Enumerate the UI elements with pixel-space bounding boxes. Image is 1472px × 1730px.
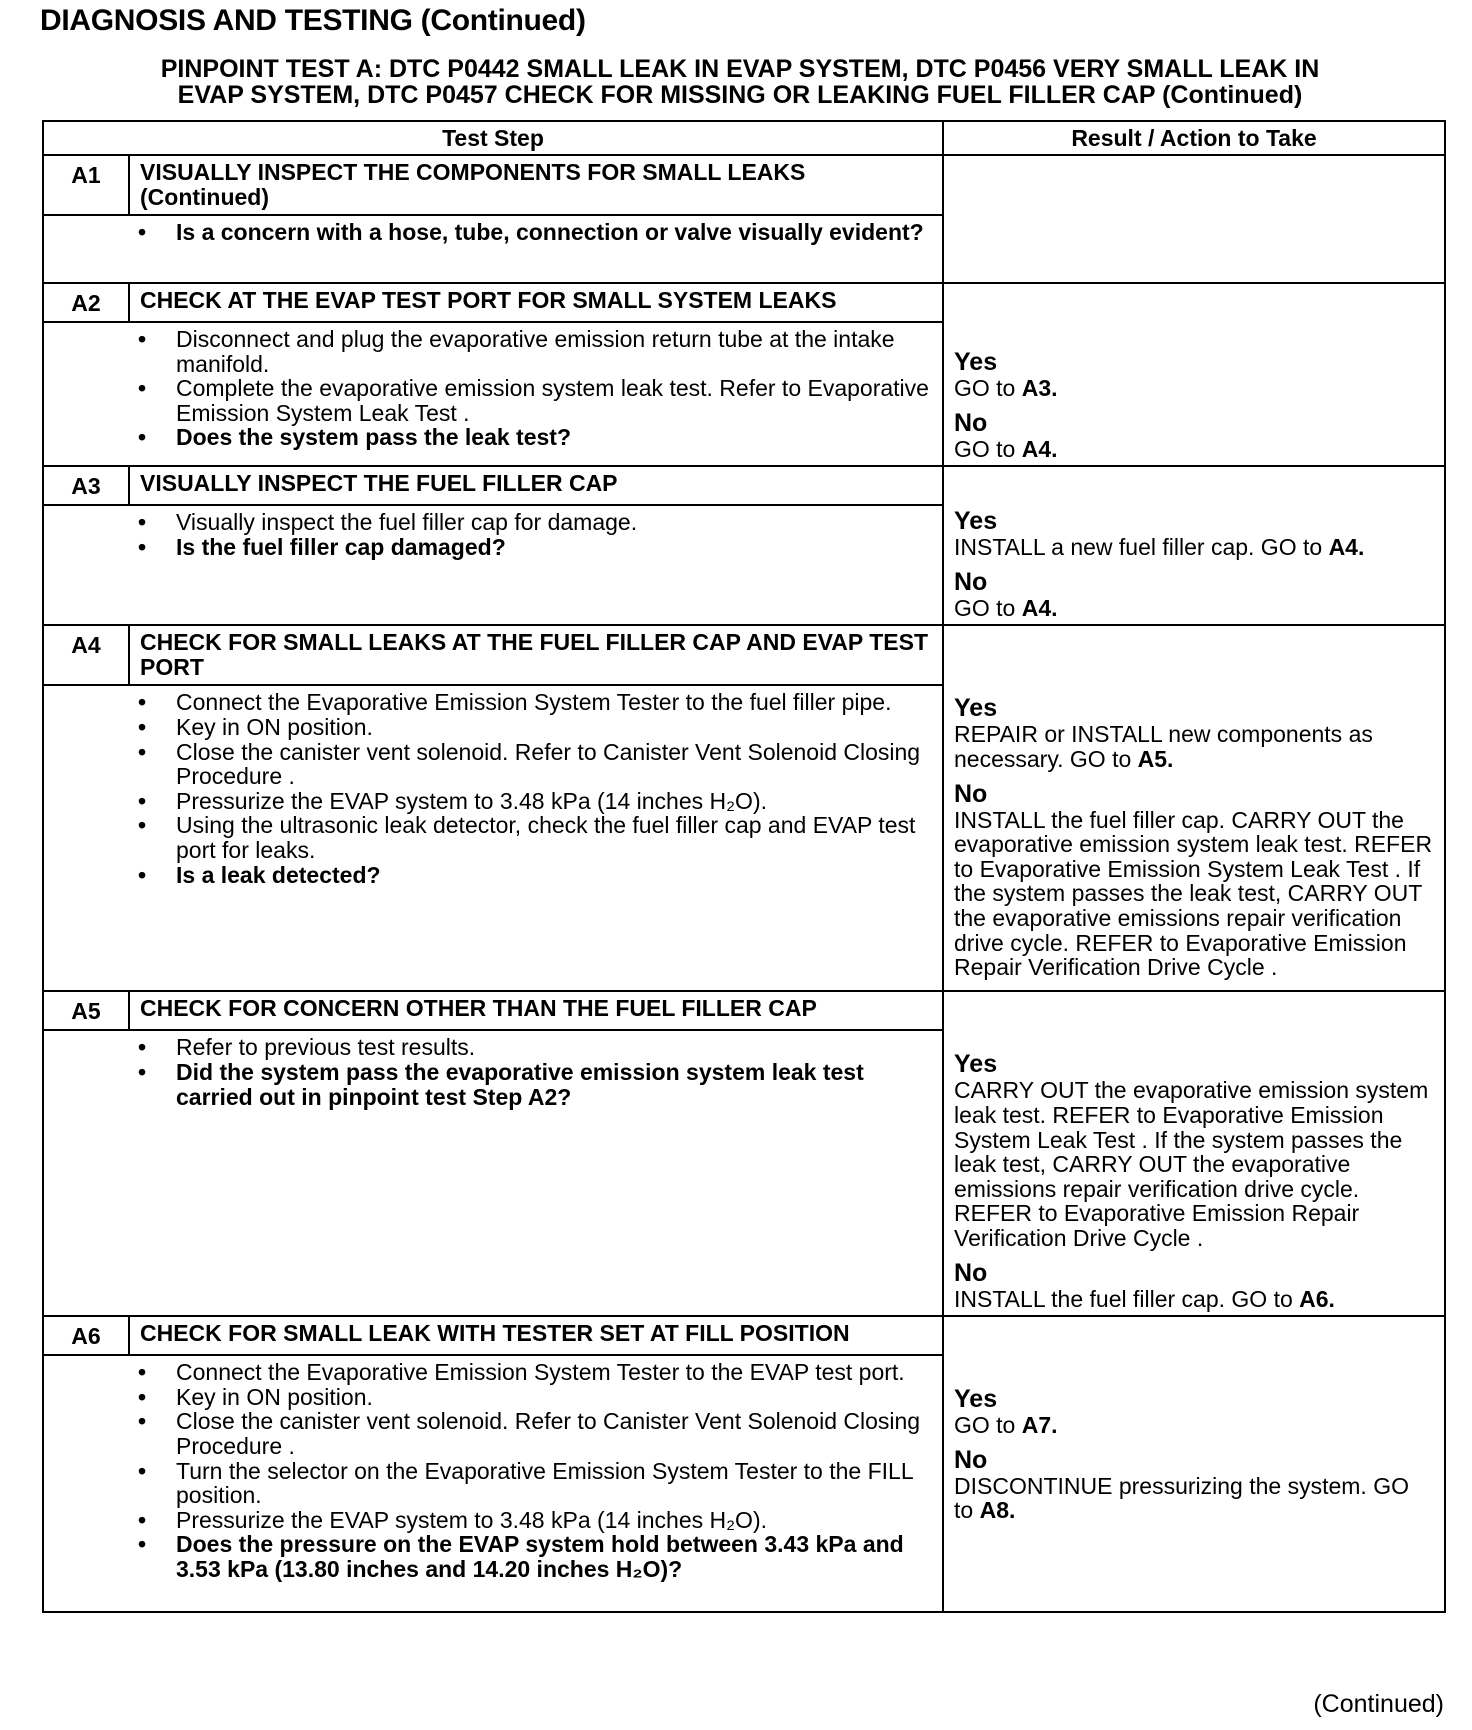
step-instruction: • Key in ON position.: [138, 715, 932, 740]
result-yes-label: Yes: [954, 1385, 998, 1414]
step-heading: VISUALLY INSPECT THE COMPONENTS FOR SMALL LEAKS (Continued): [140, 159, 806, 210]
goto-step-link: A4.: [1328, 534, 1365, 561]
step-instruction: • Visually inspect the fuel filler cap for damage.: [138, 510, 932, 535]
step-bullet-list: [138, 510, 932, 559]
step-instruction: • Did the system pass the evaporative emission system leak test carried out in pinpoint test Step A2?: [138, 1060, 932, 1109]
step-instruction: • Using the ultrasonic leak detector, check the fuel filler cap and EVAP test port for leaks.: [138, 813, 932, 862]
step-instruction: • Is the fuel filler cap damaged?: [138, 535, 932, 560]
pinpoint-test-title: [40, 56, 1440, 108]
goto-step-link: A7.: [1021, 1412, 1058, 1439]
step-header: [44, 284, 942, 323]
result-yes-label: Yes: [954, 694, 998, 723]
step-instruction: • Pressurize the EVAP system to 3.48 kPa (14 inches H₂O).: [138, 789, 932, 814]
result-yes-label: Yes: [954, 348, 998, 376]
test-step-cell: [43, 1316, 943, 1612]
step-header: [44, 992, 942, 1031]
step-bullet-list: [138, 220, 932, 245]
result-yes-action: CARRY OUT the evaporative emission system leak test. REFER to Evaporative Emission System Leak Test . If the system passes the leak test, CARRY OUT the evaporative emissions repair verification drive cycle. REFER to Evaporative Emission Repair Verification Drive Cycle .: [954, 1077, 1429, 1251]
step-heading: CHECK FOR CONCERN OTHER THAN THE FUEL FILLER CAP: [140, 995, 817, 1022]
result-no-label: No: [954, 779, 988, 808]
result-no-action: INSTALL the fuel filler cap. GO to A6.: [954, 1285, 1335, 1312]
step-id: A6: [44, 1317, 130, 1354]
table-header-row: [43, 121, 1445, 155]
test-step-row-a3: [43, 466, 1445, 625]
step-heading: VISUALLY INSPECT THE FUEL FILLER CAP: [140, 470, 618, 497]
step-id: A1: [44, 156, 130, 214]
test-step-row-a1: [43, 155, 1445, 283]
step-id: A5: [44, 992, 130, 1029]
result-no-action: INSTALL the fuel filler cap. CARRY OUT the evaporative emission system leak test. REFER to Evaporative Emission System Leak Test . If the system passes the leak test, CARRY OUT the evaporative emissions repair verification drive cycle. REFER to Evaporative Emission Repair Verification Drive Cycle .: [954, 806, 1433, 981]
result-no-label: No: [954, 567, 988, 596]
step-bullet-list: [138, 690, 932, 887]
step-heading: CHECK FOR SMALL LEAK WITH TESTER SET AT FILL POSITION: [140, 1320, 850, 1347]
continued-footer: (Continued): [1313, 1690, 1444, 1718]
step-heading: CHECK AT THE EVAP TEST PORT FOR SMALL SYSTEM LEAKS: [140, 287, 837, 313]
step-header: [44, 156, 942, 216]
page-title: DIAGNOSIS AND TESTING (Continued): [40, 4, 586, 37]
goto-step-link: A4.: [1021, 435, 1058, 462]
step-bullet-list: [138, 1360, 932, 1581]
test-step-cell: [43, 625, 943, 991]
step-instruction: • Refer to previous test results.: [138, 1035, 932, 1060]
step-instruction: • Is a concern with a hose, tube, connection or valve visually evident?: [138, 220, 932, 245]
test-step-row-a2: [43, 283, 1445, 466]
step-header: [44, 626, 942, 686]
pinpoint-test-table: [42, 120, 1446, 1613]
result-no-action: GO to A4.: [954, 594, 1058, 621]
result-yes-action: GO to A7.: [954, 1412, 1058, 1439]
test-title-line-1: PINPOINT TEST A: DTC P0442 SMALL LEAK IN EVAP SYSTEM, DTC P0456 VERY SMALL LEAK IN: [160, 55, 1320, 83]
step-heading: CHECK FOR SMALL LEAKS AT THE FUEL FILLER CAP AND EVAP TEST PORT: [140, 629, 928, 681]
goto-step-link: A3.: [1021, 375, 1058, 401]
step-instruction: • Close the canister vent solenoid. Refer to Canister Vent Solenoid Closing Procedure .: [138, 1409, 932, 1458]
step-header: [44, 1317, 942, 1356]
result-action-cell: [943, 625, 1445, 991]
step-instruction: • Is a leak detected?: [138, 863, 932, 888]
result-action-cell: [943, 155, 1445, 283]
result-yes-action: REPAIR or INSTALL new components as necessary. GO to A5.: [954, 721, 1373, 772]
result-action-cell: [943, 283, 1445, 466]
goto-step-link: A5.: [1137, 745, 1174, 772]
test-step-cell: [43, 283, 943, 466]
column-header-result: Result / Action to Take: [943, 121, 1445, 155]
step-id: A4: [44, 626, 130, 684]
step-instruction: • Key in ON position.: [138, 1385, 932, 1410]
result-yes-label: Yes: [954, 507, 998, 536]
result-no-label: No: [954, 408, 988, 437]
step-instruction: • Does the system pass the leak test?: [138, 425, 932, 450]
test-step-cell: [43, 466, 943, 625]
result-action-cell: [943, 466, 1445, 625]
column-header-test-step: Test Step: [43, 121, 943, 155]
step-instruction: • Turn the selector on the Evaporative Emission System Tester to the FILL position.: [138, 1459, 932, 1508]
test-step-cell: [43, 155, 943, 283]
test-step-row-a5: [43, 991, 1445, 1316]
step-id: A3: [44, 467, 130, 504]
step-instruction: • Complete the evaporative emission system leak test. Refer to Evaporative Emission System Leak Test .: [138, 376, 932, 425]
result-no-action: DISCONTINUE pressurizing the system. GO to A8.: [954, 1472, 1409, 1524]
test-step-row-a6: [43, 1316, 1445, 1612]
result-no-action: GO to A4.: [954, 435, 1058, 462]
result-no-label: No: [954, 1258, 988, 1287]
step-instruction: • Close the canister vent solenoid. Refer to Canister Vent Solenoid Closing Procedure .: [138, 740, 932, 789]
result-no-label: No: [954, 1445, 988, 1474]
result-yes-action: GO to A3.: [954, 375, 1058, 401]
result-action-cell: [943, 1316, 1445, 1612]
step-header: [44, 467, 942, 506]
step-instruction: • Does the pressure on the EVAP system hold between 3.43 kPa and 3.53 kPa (13.80 inches and 14.20 inches H₂O)?: [138, 1532, 932, 1581]
test-step-row-a4: [43, 625, 1445, 991]
step-instruction: • Connect the Evaporative Emission System Tester to the EVAP test port.: [138, 1360, 932, 1385]
step-instruction: • Pressurize the EVAP system to 3.48 kPa (14 inches H₂O).: [138, 1508, 932, 1533]
step-id: A2: [44, 284, 130, 321]
goto-step-link: A8.: [979, 1497, 1016, 1524]
goto-step-link: A4.: [1021, 594, 1058, 621]
test-steps: [43, 155, 1445, 1612]
test-title-line-2: EVAP SYSTEM, DTC P0457 CHECK FOR MISSING OR LEAKING FUEL FILLER CAP (Continued): [177, 81, 1303, 109]
test-step-cell: [43, 991, 943, 1316]
result-action-cell: [943, 991, 1445, 1316]
goto-step-link: A6.: [1299, 1285, 1335, 1312]
step-bullet-list: [138, 1035, 932, 1109]
step-bullet-list: [138, 327, 932, 450]
step-instruction: • Disconnect and plug the evaporative emission return tube at the intake manifold.: [138, 327, 932, 376]
result-yes-action: INSTALL a new fuel filler cap. GO to A4.: [954, 534, 1365, 561]
result-yes-label: Yes: [954, 1050, 998, 1079]
step-instruction: • Connect the Evaporative Emission System Tester to the fuel filler pipe.: [138, 690, 932, 715]
